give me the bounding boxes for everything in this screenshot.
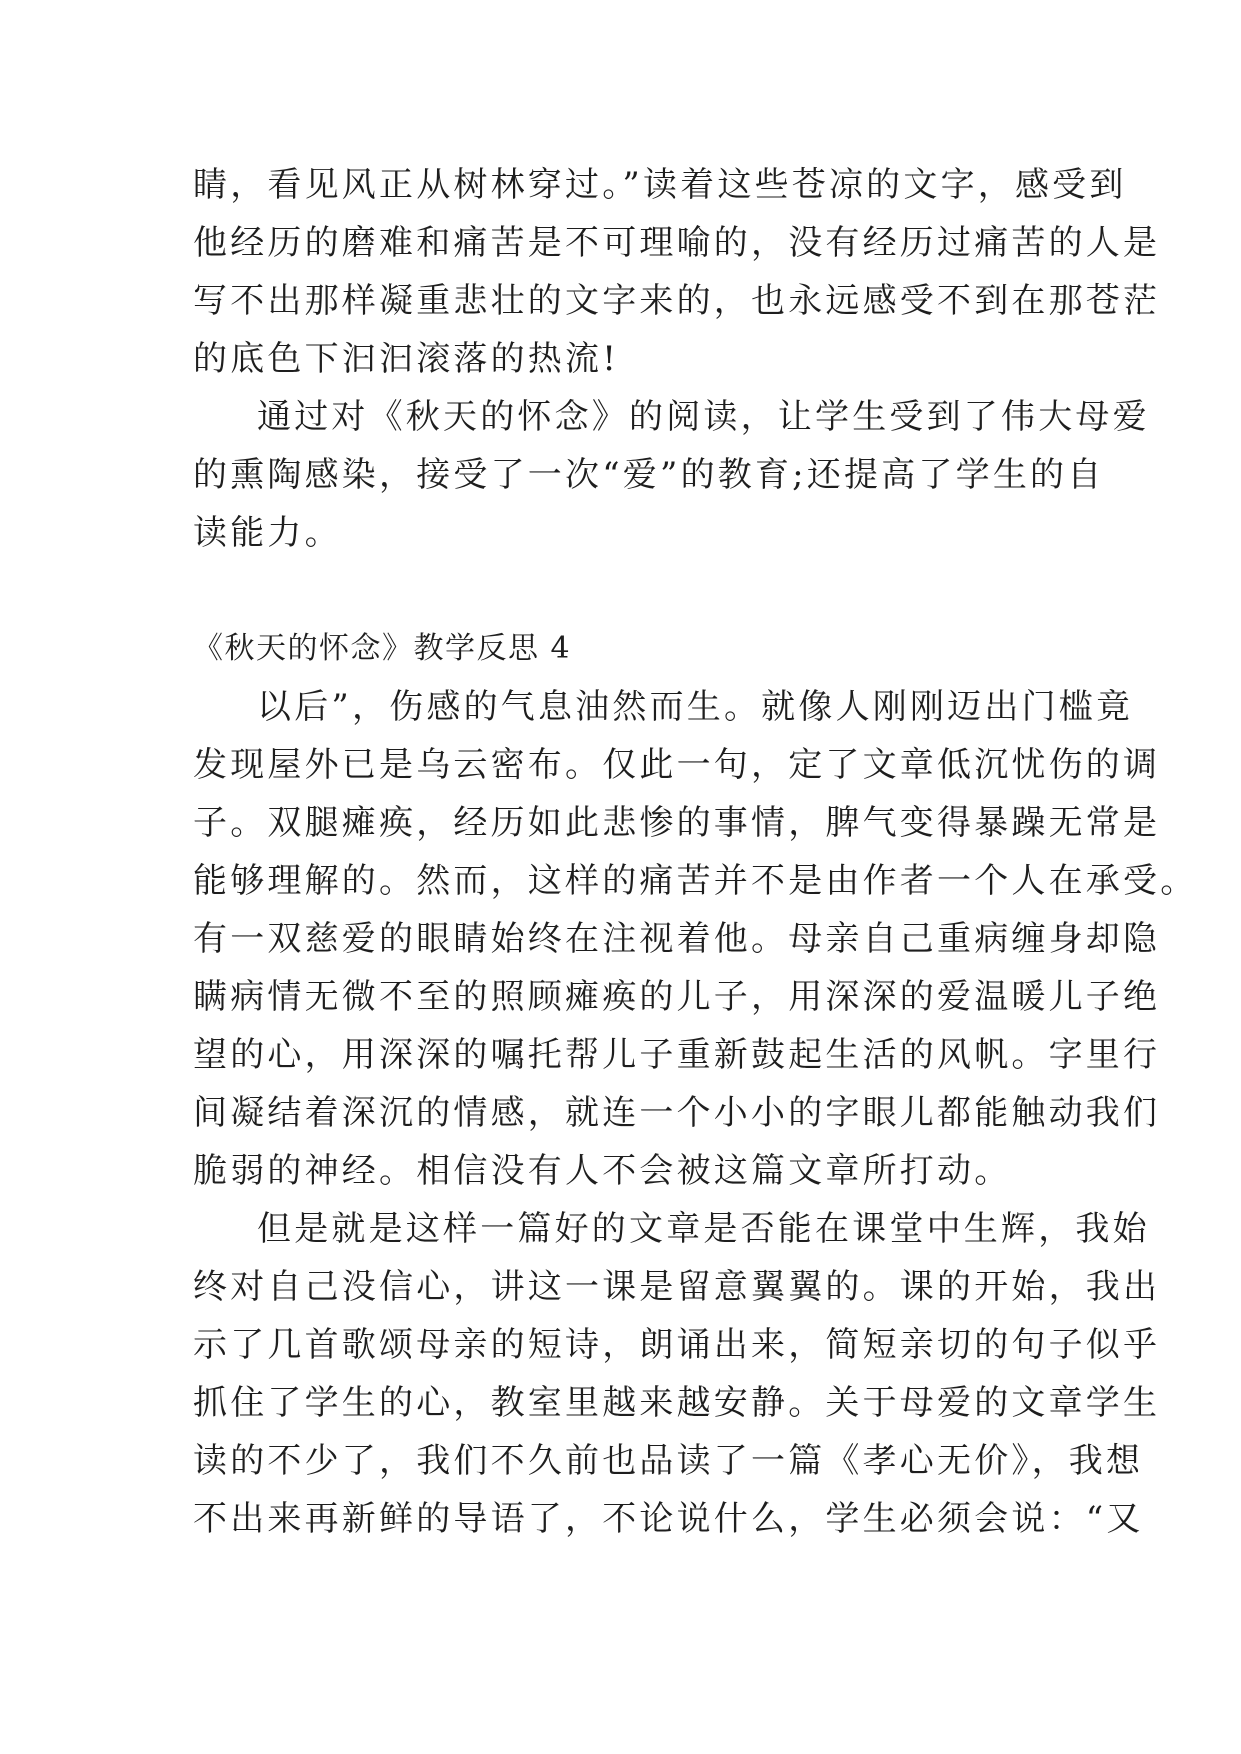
text-line: 不出来再新鲜的导语了，不论说什么，学生必须会说：“又 xyxy=(193,1499,1144,1539)
text-line: 终对自己没信心，讲这一课是留意翼翼的。课的开始，我出 xyxy=(193,1267,1161,1307)
text-line: 示了几首歌颂母亲的短诗，朗诵出来，简短亲切的句子似乎 xyxy=(193,1325,1161,1365)
text-line: 子。双腿瘫痪，经历如此悲惨的事情，脾气变得暴躁无常是 xyxy=(193,803,1161,843)
text-line: 睛，看见风正从树林穿过。”读着这些苍凉的文字，感受到 xyxy=(193,165,1127,205)
text-line: 但是就是这样一篇好的文章是否能在课堂中生辉，我始 xyxy=(257,1209,1150,1249)
text-line: 有一双慈爱的眼睛始终在注视着他。母亲自己重病缠身却隐 xyxy=(193,919,1161,959)
text-line: 脆弱的神经。相信没有人不会被这篇文章所打动。 xyxy=(193,1151,1012,1191)
text-line: 瞒病情无微不至的照顾瘫痪的儿子，用深深的爱温暖儿子绝 xyxy=(193,977,1161,1017)
text-line: 通过对《秋天的怀念》的阅读，让学生受到了伟大母爱 xyxy=(257,397,1150,437)
text-line: 抓住了学生的心，教室里越来越安静。关于母爱的文章学生 xyxy=(193,1383,1161,1423)
text-line: 读能力。 xyxy=(193,513,342,553)
text-line: 以后”，伤感的气息油然而生。就像人刚刚迈出门槛竟 xyxy=(257,687,1134,727)
text-line: 能够理解的。然而，这样的痛苦并不是由作者一个人在承受。 xyxy=(193,861,1198,901)
text-line: 的熏陶感染，接受了一次“爱”的教育;还提高了学生的自 xyxy=(193,455,1105,495)
text-line: 他经历的磨难和痛苦是不可理喻的，没有经历过痛苦的人是 xyxy=(193,223,1161,263)
text-line: 望的心，用深深的嘱托帮儿子重新鼓起生活的风帆。字里行 xyxy=(193,1035,1161,1075)
text-line: 写不出那样凝重悲壮的文字来的，也永远感受不到在那苍茫 xyxy=(193,281,1161,321)
section-heading: 《秋天的怀念》教学反思 4 xyxy=(193,631,572,666)
text-line: 的底色下汩汩滚落的热流! xyxy=(193,339,620,379)
text-line: 间凝结着深沉的情感，就连一个小小的字眼儿都能触动我们 xyxy=(193,1093,1161,1133)
text-line: 发现屋外已是乌云密布。仅此一句，定了文章低沉忧伤的调 xyxy=(193,745,1161,785)
text-line: 读的不少了，我们不久前也品读了一篇《孝心无价》，我想 xyxy=(193,1441,1144,1481)
